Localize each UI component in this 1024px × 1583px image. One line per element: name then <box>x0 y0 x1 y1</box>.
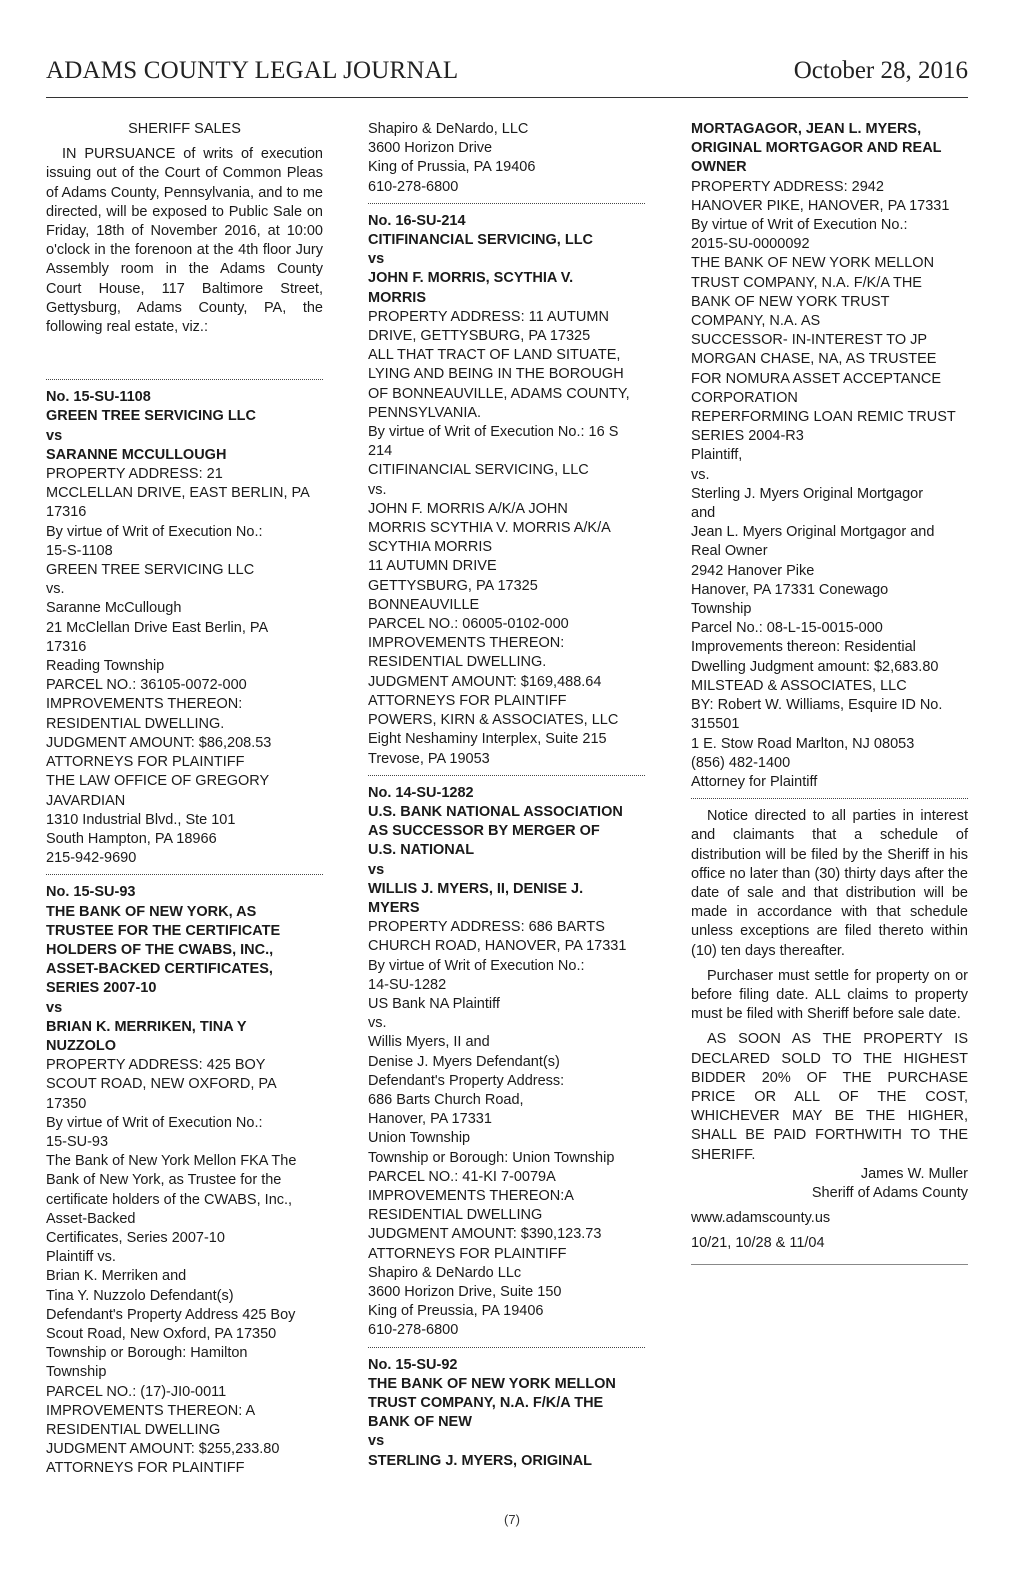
plaintiff: BANK OF NEW <box>368 1414 472 1431</box>
detail-line: By virtue of Writ of Execution No.: <box>46 1114 263 1131</box>
detail-line: FOR NOMURA ASSET ACCEPTANCE <box>691 370 942 387</box>
detail-line: THE BANK OF NEW YORK MELLON <box>691 255 935 272</box>
divider <box>691 798 968 799</box>
detail-line: PROPERTY ADDRESS: 2942 <box>691 178 884 195</box>
case-details <box>368 918 645 1340</box>
detail-line: JUDGMENT AMOUNT: $255,233.80 <box>46 1441 280 1458</box>
divider <box>46 379 323 380</box>
detail-line: ATTORNEYS FOR PLAINTIFF <box>368 692 567 709</box>
case-details <box>691 178 968 793</box>
detail-line: 15-S-1108 <box>46 542 113 559</box>
case-number: No. 14-SU-1282 <box>368 784 474 801</box>
sheriff-name: James W. Muller <box>860 1165 968 1182</box>
detail-line: Plaintiff vs. <box>46 1249 116 1266</box>
detail-line: JUDGMENT AMOUNT: $86,208.53 <box>46 734 272 751</box>
intro-paragraph: IN PURSUANCE of writs of execution issuing out of the Court of Common Pleas of Adams County, Pennsylvania, and to me directed, will be exposed to Public Sale on Friday, 18th of November 2016, at 10:00 o'clock in the forenoon at the 4th floor Jury Assembly room in the Adams County Court House, 117 Baltimore Street, Gettysburg, Adams County, PA, the following real estate, viz.: <box>46 146 323 336</box>
case-listing <box>46 388 323 868</box>
detail-line: RESIDENTIAL DWELLING <box>46 1422 221 1438</box>
defendant: JOHN F. MORRIS, SCYTHIA V. <box>368 270 574 287</box>
detail-line: GETTYSBURG, PA 17325 <box>368 577 538 594</box>
plaintiff: TRUSTEE FOR THE CERTIFICATE <box>46 922 281 939</box>
detail-line: Reading Township <box>46 658 165 675</box>
versus: vs <box>46 999 63 1016</box>
detail-line: vs. <box>368 1015 387 1032</box>
case-listing <box>368 212 645 769</box>
detail-line: MORGAN CHASE, NA, AS TRUSTEE <box>691 351 937 368</box>
detail-line: OF BONNEAUVILLE, ADAMS COUNTY, <box>368 385 630 402</box>
detail-line: 1 E. Stow Road Marlton, NJ 08053 <box>691 735 915 752</box>
detail-line: PARCEL NO.: 36105-0072-000 <box>46 677 247 694</box>
detail-line: Tina Y. Nuzzolo Defendant(s) <box>46 1287 234 1304</box>
divider <box>368 1347 645 1348</box>
detail-line: 610-278-6800 <box>368 178 459 195</box>
publication-dates: 10/21, 10/28 & 11/04 <box>691 1235 825 1252</box>
detail-line: PROPERTY ADDRESS: 425 BOY <box>46 1057 266 1074</box>
case-listing <box>46 883 323 1478</box>
detail-line: King of Preussia, PA 19406 <box>368 1303 544 1320</box>
defendant: SARANNE MCCULLOUGH <box>46 446 227 463</box>
detail-line: Willis Myers, II and <box>368 1034 490 1051</box>
detail-line: BANK OF NEW YORK TRUST <box>691 293 890 310</box>
detail-line: US Bank NA Plaintiff <box>368 995 500 1012</box>
detail-line: MILSTEAD & ASSOCIATES, LLC <box>691 677 907 694</box>
detail-line: Parcel No.: 08-L-15-0015-000 <box>691 620 883 637</box>
detail-line: Township <box>691 601 752 618</box>
plaintiff: THE BANK OF NEW YORK, AS <box>46 903 257 920</box>
detail-line: BONNEAUVILLE <box>368 596 480 613</box>
detail-line: IMPROVEMENTS THEREON: <box>368 635 565 652</box>
detail-line: Plaintiff, <box>691 447 743 464</box>
plaintiff: GREEN TREE SERVICING LLC <box>46 408 257 425</box>
versus: vs <box>46 427 63 444</box>
detail-line: Eight Neshaminy Interplex, Suite 215 <box>368 731 607 748</box>
detail-line: Township or Borough: Union Township <box>368 1149 615 1166</box>
masthead <box>46 55 968 98</box>
detail-line: RESIDENTIAL DWELLING. <box>46 715 225 732</box>
detail-line: By virtue of Writ of Execution No.: <box>46 523 263 540</box>
detail-line: TRUST COMPANY, N.A. F/K/A THE <box>691 274 922 291</box>
detail-line: Improvements thereon: Residential <box>691 639 916 656</box>
defendant: ORIGINAL MORTGAGOR AND REAL <box>691 140 942 157</box>
detail-line: LYING AND BEING IN THE BOROUGH <box>368 366 624 383</box>
detail-line: MORRIS SCYTHIA V. MORRIS A/K/A <box>368 520 611 537</box>
detail-line: JAVARDIAN <box>46 792 126 809</box>
detail-line: PENNSYLVANIA. <box>368 404 482 421</box>
defendant: MORTAGAGOR, JEAN L. MYERS, <box>691 121 922 137</box>
detail-line: RESIDENTIAL DWELLING. <box>368 654 547 671</box>
defendant: OWNER <box>691 159 747 176</box>
column-1 <box>46 120 323 1479</box>
detail-line: certificate holders of the CWABS, Inc., <box>46 1191 293 1208</box>
plaintiff: ASSET-BACKED CERTIFICATES, <box>46 961 273 978</box>
detail-line: Jean L. Myers Original Mortgagor and <box>691 524 935 541</box>
detail-line: Union Township <box>368 1130 471 1147</box>
detail-line: Attorney for Plaintiff <box>691 773 818 790</box>
detail-line: 3600 Horizon Drive, Suite 150 <box>368 1283 562 1300</box>
detail-line: PARCEL NO.: (17)-JI0-0011 <box>46 1383 227 1400</box>
column-2 <box>368 120 645 1471</box>
detail-line: Hanover, PA 17331 <box>368 1111 492 1128</box>
detail-line: ATTORNEYS FOR PLAINTIFF <box>46 754 245 771</box>
detail-line: 610-278-6800 <box>368 1322 459 1339</box>
end-rule <box>691 1264 968 1265</box>
detail-line: 1310 Industrial Blvd., Ste 101 <box>46 811 236 828</box>
defendant: WILLIS J. MYERS, II, DENISE J. <box>368 880 584 897</box>
detail-line: Denise J. Myers Defendant(s) <box>368 1053 560 1070</box>
detail-line: Scout Road, New Oxford, PA 17350 <box>46 1325 277 1342</box>
detail-line: THE LAW OFFICE OF GREGORY <box>46 773 270 790</box>
journal-title: ADAMS COUNTY LEGAL JOURNAL <box>46 57 459 84</box>
detail-line: BY: Robert W. Williams, Esquire ID No. <box>691 697 943 714</box>
detail-line: SCOUT ROAD, NEW OXFORD, PA <box>46 1076 277 1093</box>
defendant: NUZZOLO <box>46 1037 117 1054</box>
detail-line: COMPANY, N.A. AS <box>691 313 821 330</box>
divider <box>46 874 323 875</box>
divider <box>368 775 645 776</box>
detail-line: 3600 Horizon Drive <box>368 140 493 157</box>
purchaser-notice: Purchaser must settle for property on or before filing date. ALL claims to property must be filed with Sheriff before sale date. <box>691 967 968 1023</box>
detail-line: JUDGMENT AMOUNT: $390,123.73 <box>368 1226 602 1243</box>
detail-line: Certificates, Series 2007-10 <box>46 1229 225 1246</box>
detail-line: JUDGMENT AMOUNT: $169,488.64 <box>368 673 602 690</box>
detail-line: By virtue of Writ of Execution No.: <box>691 217 908 234</box>
detail-line: By virtue of Writ of Execution No.: <box>368 957 585 974</box>
detail-line: PROPERTY ADDRESS: 11 AUTUMN <box>368 308 609 325</box>
detail-line: vs. <box>368 481 387 498</box>
detail-line: 11 AUTUMN DRIVE <box>368 558 497 575</box>
detail-line: PROPERTY ADDRESS: 686 BARTS <box>368 919 605 936</box>
detail-line: CITIFINANCIAL SERVICING, LLC <box>368 462 589 479</box>
detail-line: South Hampton, PA 18966 <box>46 830 217 847</box>
detail-line: 2942 Hanover Pike <box>691 562 815 579</box>
column-3 <box>691 120 968 1265</box>
issue-date: October 28, 2016 <box>793 57 968 84</box>
detail-line: ATTORNEYS FOR PLAINTIFF <box>368 1245 567 1262</box>
case-details <box>46 1056 323 1478</box>
plaintiff: AS SUCCESSOR BY MERGER OF <box>368 823 600 840</box>
detail-line: 2015-SU-0000092 <box>691 236 810 253</box>
detail-line: Shapiro & DeNardo LLc <box>368 1264 522 1281</box>
case-number: No. 15-SU-93 <box>46 884 136 901</box>
distribution-notice: Notice directed to all parties in interest and claimants that a schedule of distribution will be filed by the Sheriff in his office no later than (30) thirty days after the date of sale and that distribution will be made in accordance with that schedule unless exceptions are filed thereto within (10) ten days thereafter. <box>691 808 968 959</box>
defendant: MYERS <box>368 899 420 916</box>
plaintiff: HOLDERS OF THE CWABS, INC., <box>46 941 274 958</box>
detail-line: SUCCESSOR- IN-INTEREST TO JP <box>691 332 928 349</box>
detail-line: CHURCH ROAD, HANOVER, PA 17331 <box>368 938 627 955</box>
detail-line: ALL THAT TRACT OF LAND SITUATE, <box>368 347 621 364</box>
detail-line: vs. <box>46 581 65 598</box>
detail-line: 17350 <box>46 1095 87 1112</box>
detail-line: Trevose, PA 19053 <box>368 750 490 767</box>
detail-line: SCYTHIA MORRIS <box>368 539 493 556</box>
plaintiff: SERIES 2007-10 <box>46 980 157 997</box>
detail-line: HANOVER PIKE, HANOVER, PA 17331 <box>691 197 950 214</box>
detail-line: 315501 <box>691 716 740 733</box>
section-title: SHERIFF SALES <box>128 121 241 137</box>
detail-line: CORPORATION <box>691 389 798 406</box>
case-details <box>46 465 323 868</box>
detail-line: MCCLELLAN DRIVE, EAST BERLIN, PA <box>46 485 310 502</box>
detail-line: Hanover, PA 17331 Conewago <box>691 581 889 598</box>
detail-line: 17316 <box>46 504 87 521</box>
detail-line: The Bank of New York Mellon FKA The <box>46 1153 297 1170</box>
plaintiff: U.S. NATIONAL <box>368 842 475 859</box>
detail-line: Dwelling Judgment amount: $2,683.80 <box>691 658 939 675</box>
detail-line: By virtue of Writ of Execution No.: 16 S <box>368 424 619 441</box>
detail-line: Township or Borough: Hamilton <box>46 1345 248 1362</box>
detail-line: Asset-Backed <box>46 1210 136 1227</box>
detail-line: JOHN F. MORRIS A/K/A JOHN <box>368 500 568 517</box>
case-number: No. 15-SU-92 <box>368 1356 458 1373</box>
case-listing <box>368 784 645 1341</box>
detail-line: DRIVE, GETTYSBURG, PA 17325 <box>368 328 591 345</box>
divider <box>368 203 645 204</box>
versus: vs <box>368 1433 385 1450</box>
payment-notice: AS SOON AS THE PROPERTY IS DECLARED SOLD TO THE HIGHEST BIDDER 20% OF THE PURCHASE PRICE OR ALL OF THE COST, WHICHEVER MAY BE THE HIGHER, SHALL BE PAID FORTHWITH TO THE SHERIFF. <box>691 1031 968 1163</box>
detail-line: IMPROVEMENTS THEREON: <box>46 696 243 713</box>
detail-line: ATTORNEYS FOR PLAINTIFF <box>46 1460 245 1477</box>
detail-line: GREEN TREE SERVICING LLC <box>46 562 255 579</box>
case-number: No. 15-SU-1108 <box>46 389 151 406</box>
detail-line: Saranne McCullough <box>46 600 182 617</box>
detail-line: Shapiro & DeNardo, LLC <box>368 121 529 137</box>
versus: vs <box>368 861 385 878</box>
detail-line: Defendant's Property Address: <box>368 1072 565 1089</box>
detail-line: PROPERTY ADDRESS: 21 <box>46 466 223 483</box>
detail-line: Bank of New York, as Trustee for the <box>46 1172 282 1189</box>
detail-line: IMPROVEMENTS THEREON:A <box>368 1187 574 1204</box>
plaintiff: CITIFINANCIAL SERVICING, LLC <box>368 232 594 249</box>
versus: vs <box>368 251 385 268</box>
detail-line: IMPROVEMENTS THEREON: A <box>46 1402 256 1419</box>
detail-line: 15-SU-93 <box>46 1133 109 1150</box>
sheriff-title: Sheriff of Adams County <box>811 1184 968 1201</box>
detail-line: (856) 482-1400 <box>691 754 791 771</box>
case-details <box>368 308 645 769</box>
case-listing <box>691 120 968 792</box>
detail-line: SERIES 2004-R3 <box>691 428 804 445</box>
detail-line: Sterling J. Myers Original Mortgagor <box>691 485 924 502</box>
detail-line: PARCEL NO.: 41-KI 7-0079A <box>368 1168 556 1185</box>
detail-line: Defendant's Property Address 425 Boy <box>46 1306 296 1323</box>
detail-line: 14-SU-1282 <box>368 976 447 993</box>
detail-line: REPERFORMING LOAN REMIC TRUST <box>691 409 956 426</box>
detail-line: 686 Barts Church Road, <box>368 1091 524 1108</box>
detail-line: POWERS, KIRN & ASSOCIATES, LLC <box>368 712 619 729</box>
case-number: No. 16-SU-214 <box>368 212 466 229</box>
plaintiff: U.S. BANK NATIONAL ASSOCIATION <box>368 803 623 820</box>
attorney-block <box>368 120 645 197</box>
website-link: www.adamscounty.us <box>691 1210 831 1227</box>
detail-line: 17316 <box>46 638 87 655</box>
plaintiff: THE BANK OF NEW YORK MELLON <box>368 1375 616 1392</box>
detail-line: King of Prussia, PA 19406 <box>368 159 536 176</box>
detail-line: vs. <box>691 466 710 483</box>
detail-line: Township <box>46 1364 107 1381</box>
detail-line: 214 <box>368 443 393 460</box>
defendant: BRIAN K. MERRIKEN, TINA Y <box>46 1018 247 1035</box>
case-listing <box>368 1356 645 1471</box>
detail-line: PARCEL NO.: 06005-0102-000 <box>368 616 569 633</box>
detail-line: Real Owner <box>691 543 768 560</box>
detail-line: 21 McClellan Drive East Berlin, PA <box>46 619 269 636</box>
page-number: (7) <box>504 1512 520 1527</box>
detail-line: RESIDENTIAL DWELLING <box>368 1207 543 1224</box>
detail-line: 215-942-9690 <box>46 850 137 867</box>
detail-line: Brian K. Merriken and <box>46 1268 187 1285</box>
defendant: MORRIS <box>368 289 426 306</box>
plaintiff: TRUST COMPANY, N.A. F/K/A THE <box>368 1395 604 1411</box>
detail-line: and <box>691 505 716 522</box>
defendant: STERLING J. MYERS, ORIGINAL <box>368 1452 592 1469</box>
